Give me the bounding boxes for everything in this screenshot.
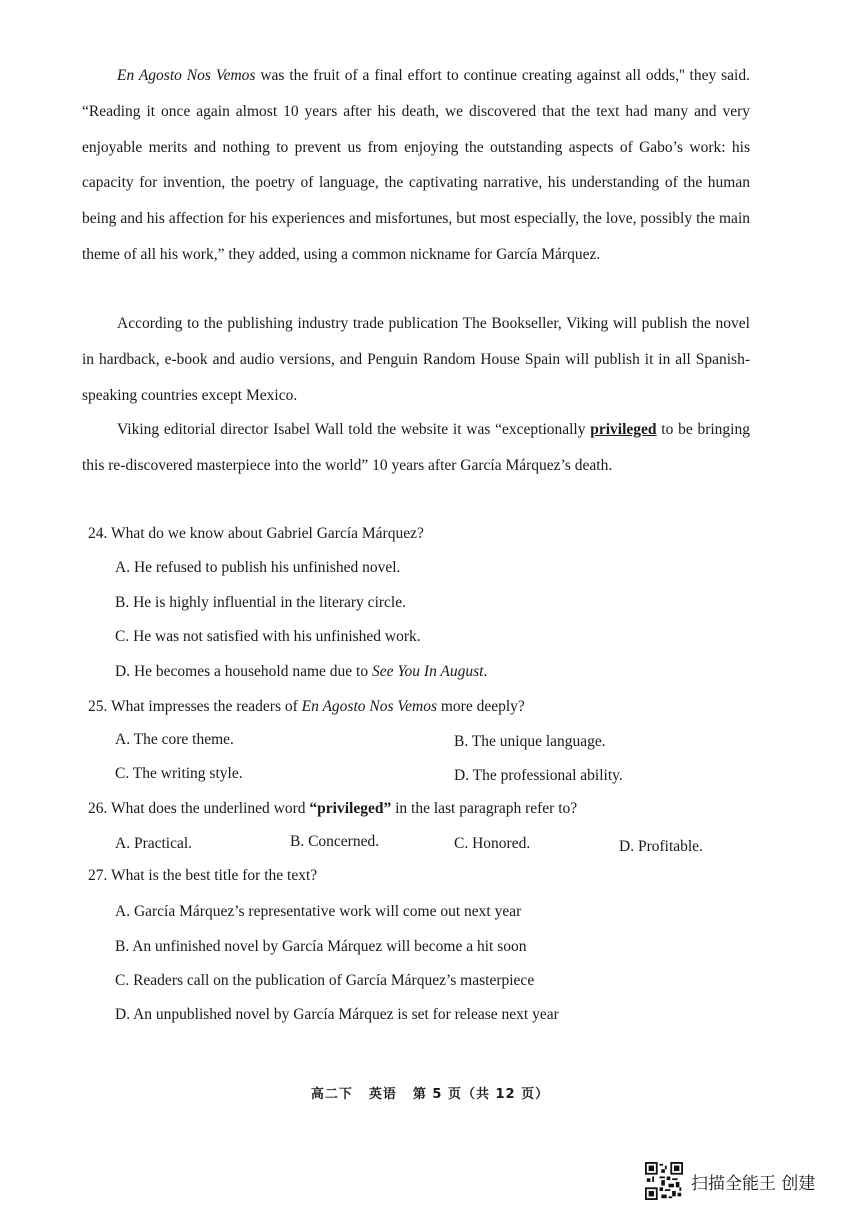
question-27-option-a: A. García Márquez’s representative work will come out next year [115,903,522,920]
underlined-word: privileged [590,421,657,438]
question-26-stem [88,799,577,819]
question-24-option-d [115,662,487,682]
paragraph-text: to be bringing this re-discovered masterpiece into the world” 10 years after García Márquez’s death. [82,421,750,474]
question-24-option-b: B. He is highly influential in the literary circle. [115,594,406,611]
option-text: . [483,663,488,680]
page-footer [0,1083,860,1102]
question-25-option-d: D. The professional ability. [454,767,623,784]
paragraph-text: According to the publishing industry trade publication The Bookseller, Viking will publish the novel in hardback, e-book and audio versions, and Penguin Random House Spain will publish it in all Spanish-speaking countries except Mexico. [82,315,750,404]
question-26-option-d: D. Profitable. [619,838,703,855]
novel-title: En Agosto Nos Vemos [117,67,256,84]
scanner-label: 扫描全能王 创建 [691,1173,816,1194]
stem-text: in the last paragraph refer to? [391,800,578,817]
scanner-watermark [645,1162,815,1200]
question-26-option-a: A. Practical. [115,835,193,852]
question-24-option-c: C. He was not satisfied with his unfinished work. [115,628,421,645]
question-25-option-a: A. The core theme. [115,731,234,748]
paragraph-text: Viking editorial director Isabel Wall told the website it was “exceptionally [117,421,591,438]
stem-text: more deeply? [437,698,525,715]
footer-grade: 高二下 [310,1087,353,1102]
book-title: See You In August [371,663,484,680]
question-25-option-c: C. The writing style. [115,765,243,782]
stem-text: 25. What impresses the readers of [88,698,302,715]
question-27-option-d: D. An unpublished novel by García Márquez is set for release next year [115,1006,559,1023]
paragraph-text: was the fruit of a final effort to continue creating against all odds,'' they said. “Reading it once again almost 10 years after his death, we discovered that the text had many and very enjoyable merits and nothing to prevent us from enjoying the outstanding aspects of Gabo’s work: his capacity for invention, the poetry of language, the captivating narrative, his understanding of the human being and his affection for his experiences and misfortunes, but most especially, the love, possibly the main theme of all his work,” they added, using a common nickname for García Márquez. [82,67,750,263]
question-27-stem: 27. What is the best title for the text? [88,867,318,884]
question-27-option-c: C. Readers call on the publication of García Márquez’s masterpiece [115,972,535,989]
qr-code-icon [645,1162,683,1200]
stem-text: 26. What does the underlined word [88,800,310,817]
footer-subject: 英语 [368,1087,397,1102]
question-24-stem: 24. What do we know about Gabriel García Márquez? [88,525,424,542]
question-27-option-b: B. An unfinished novel by García Márquez will become a hit soon [115,938,527,955]
passage-paragraph-1 [82,58,750,273]
footer-page-number: 第 5 页（共 12 页） [412,1087,550,1102]
question-24-option-a: A. He refused to publish his unfinished novel. [115,559,401,576]
question-25-stem [88,697,525,717]
option-text: D. He becomes a household name due to [115,663,372,680]
passage-paragraph-2 [82,306,750,413]
highlighted-word: “privileged” [309,800,392,817]
question-26-option-c: C. Honored. [454,835,531,852]
question-26-option-b: B. Concerned. [290,833,380,850]
novel-title: En Agosto Nos Vemos [301,698,437,715]
question-25-option-b: B. The unique language. [454,733,606,750]
passage-paragraph-3 [82,412,750,484]
